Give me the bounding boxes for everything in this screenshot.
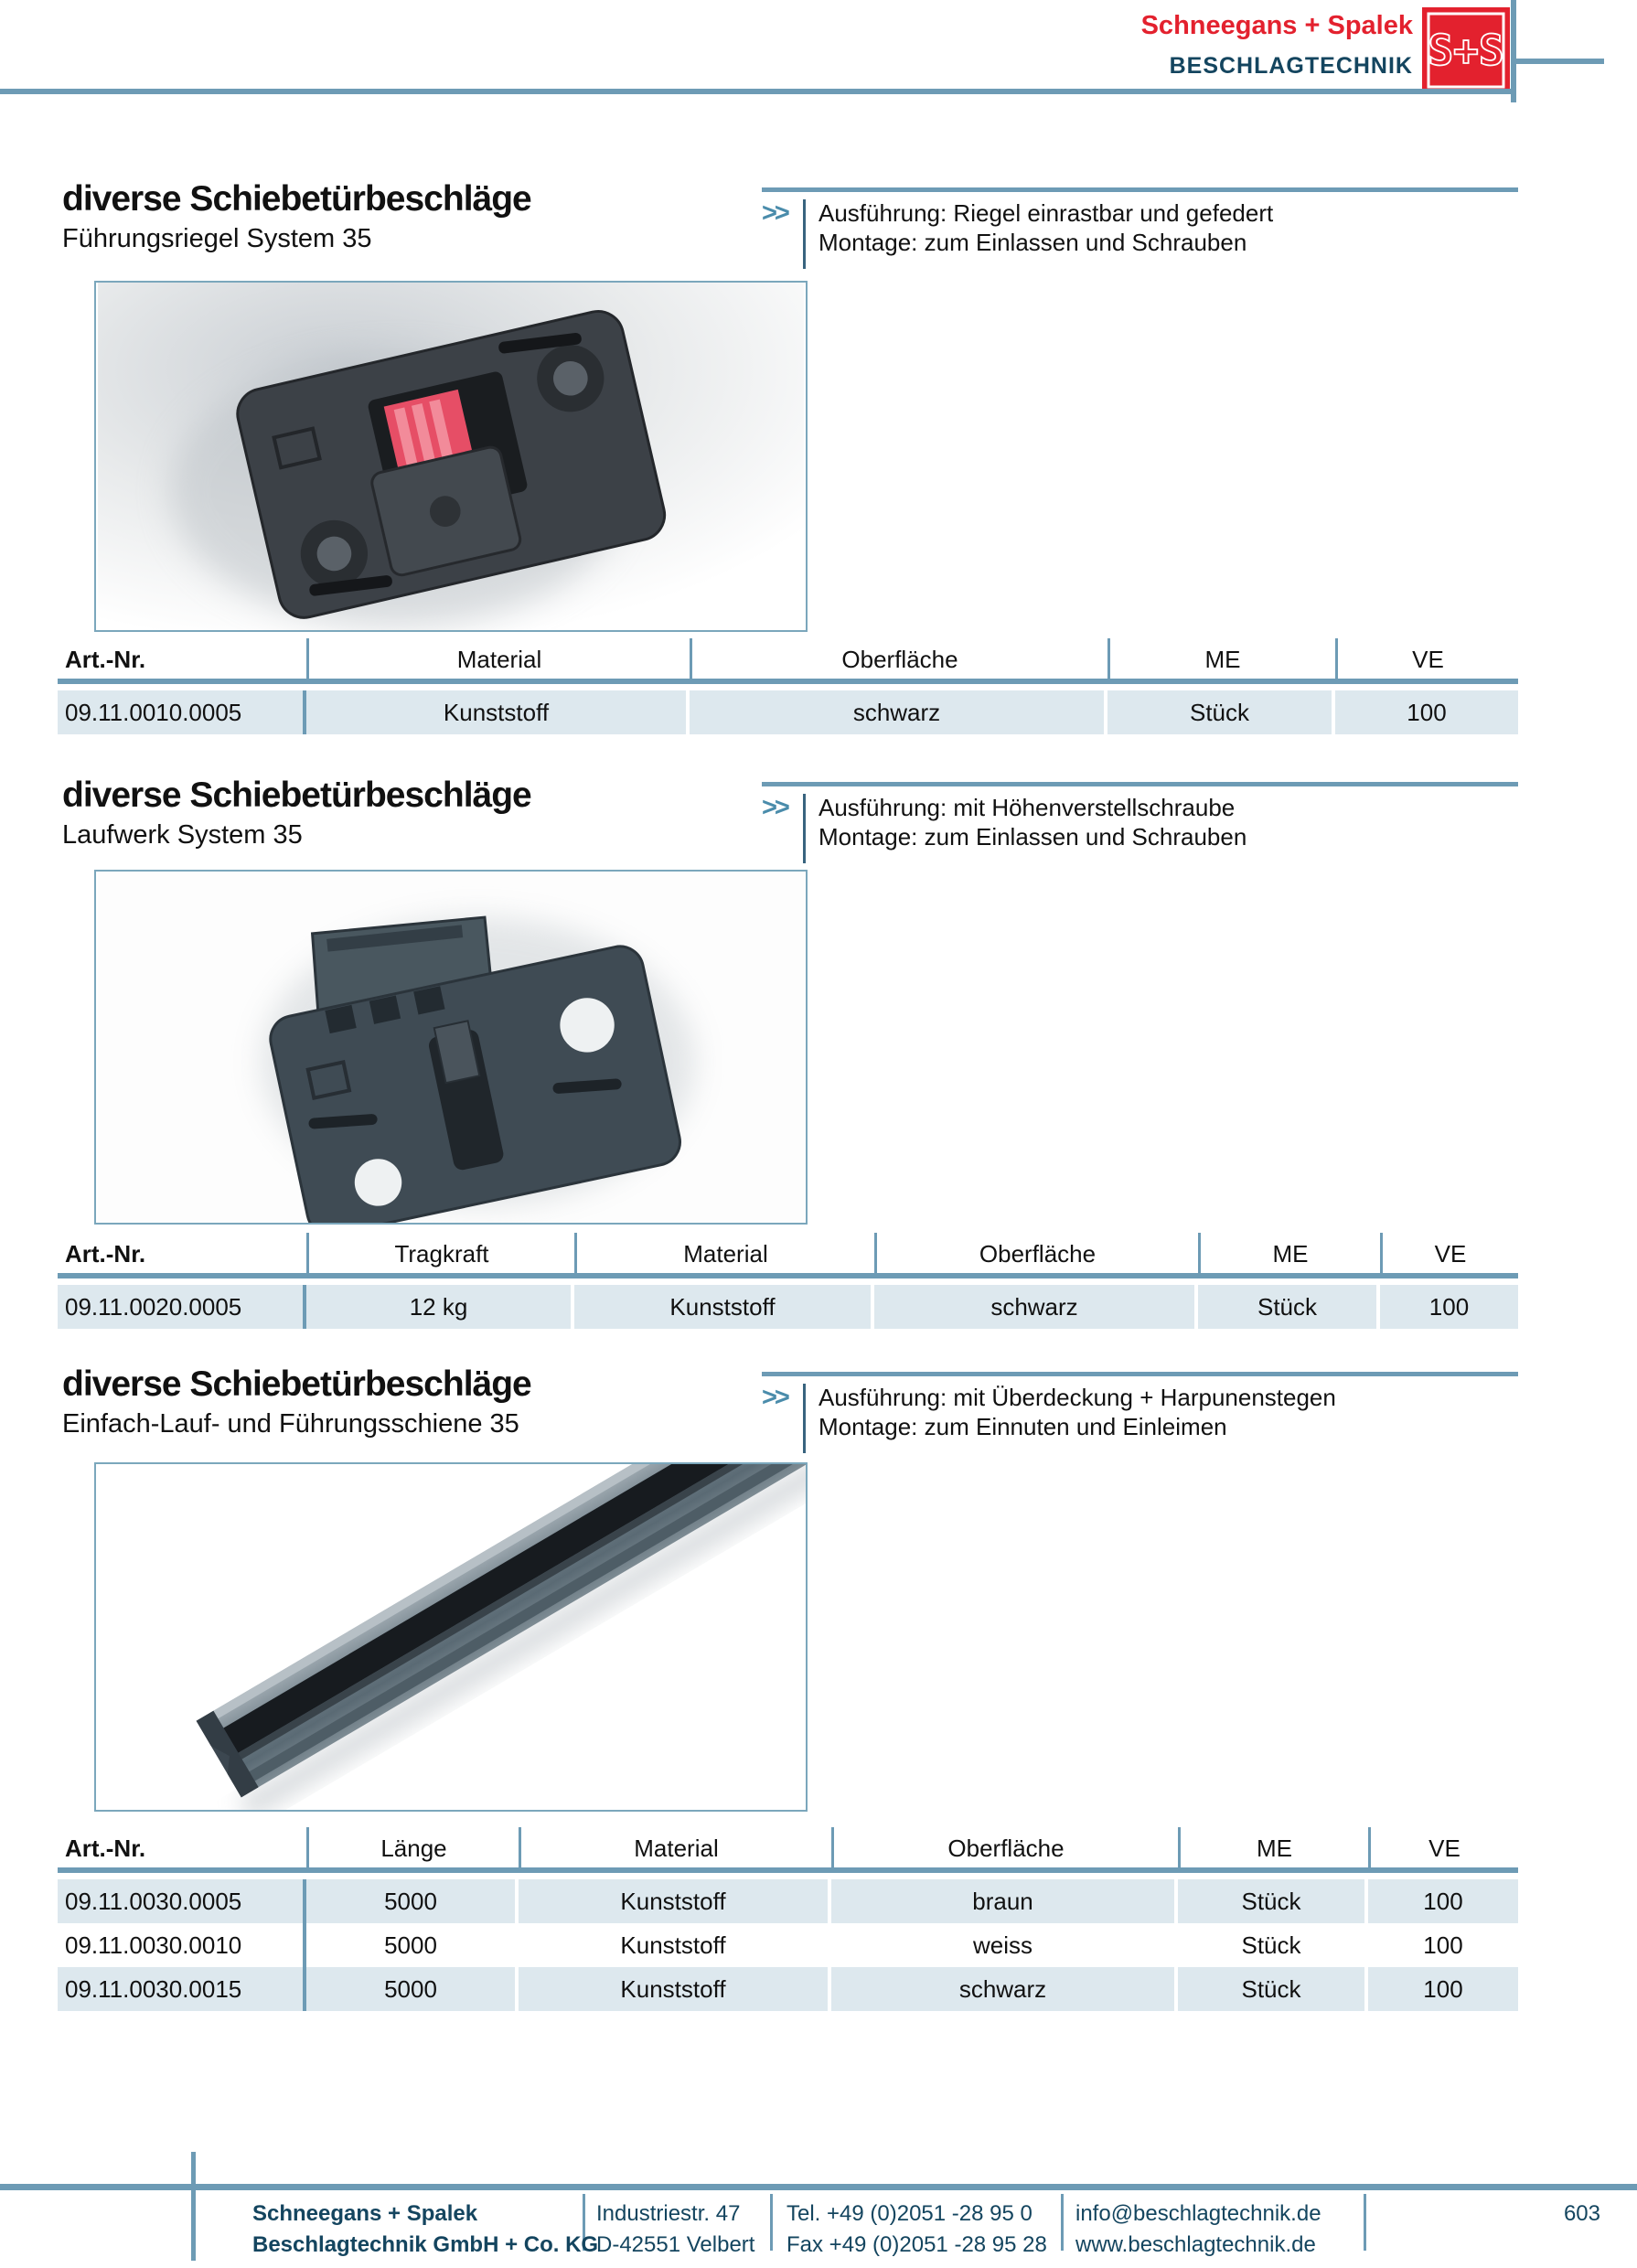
brand-name: Schneegans + Spalek <box>1140 11 1413 40</box>
cell-me: Stück <box>1178 1967 1368 2011</box>
brand-division: BESCHLAGTECHNIK <box>1169 53 1413 79</box>
cell-material: Kunststoff <box>519 1879 831 1923</box>
header-me: ME <box>1198 1233 1380 1273</box>
cell-me: Stück <box>1178 1923 1368 1967</box>
footer-divider <box>770 2194 773 2251</box>
chevron-right-icon: >> <box>762 198 787 228</box>
table-row <box>58 1923 1518 1967</box>
spec-montage: Montage: zum Einlassen und Schrauben <box>818 229 1247 256</box>
header-artnr: Art.-Nr. <box>65 1240 146 1268</box>
product-table-1 <box>58 638 1518 734</box>
product-photo-laufwerk <box>94 870 808 1225</box>
table-row <box>58 1879 1518 1923</box>
cell-artnr: 09.11.0030.0010 <box>58 1923 306 1967</box>
product-photo-fuehrungsriegel <box>94 281 808 632</box>
footer-company <box>252 2198 598 2261</box>
cell-ve: 100 <box>1380 1285 1518 1329</box>
section1-specs <box>762 187 1518 257</box>
footer-street: Industriestr. 47 <box>596 2201 741 2226</box>
header-artnr: Art.-Nr. <box>65 1835 146 1862</box>
product-table-2 <box>58 1233 1518 1329</box>
section1-subtitle: Führungsriegel System 35 <box>62 223 372 253</box>
spec-ausfuehrung: Ausführung: Riegel einrastbar und gefedert <box>818 199 1274 227</box>
table-header-row <box>58 1233 1518 1278</box>
cell-material: Kunststoff <box>306 690 690 734</box>
chevron-right-icon: >> <box>762 1383 787 1412</box>
section1-title-block <box>62 181 757 254</box>
cell-oberflaeche: schwarz <box>874 1285 1198 1329</box>
cell-ve: 100 <box>1368 1967 1518 2011</box>
header-oberflaeche: Oberfläche <box>831 1827 1178 1867</box>
cell-ve: 100 <box>1368 1879 1518 1923</box>
table-header-row <box>58 1827 1518 1873</box>
cell-laenge: 5000 <box>306 1879 519 1923</box>
header-material: Material <box>306 638 690 679</box>
product-table-3 <box>58 1827 1518 2011</box>
footer-city: D-42551 Velbert <box>596 2232 755 2257</box>
footer-address <box>596 2198 754 2261</box>
footer-rule <box>0 2184 1637 2190</box>
header-side-rule <box>1516 59 1604 64</box>
table-row <box>58 1285 1518 1329</box>
cell-artnr: 09.11.0010.0005 <box>58 690 306 734</box>
section1-title: diverse Schiebetürbeschläge <box>62 179 531 219</box>
section2-specs <box>762 782 1518 851</box>
cell-me: Stück <box>1178 1879 1368 1923</box>
cell-oberflaeche: weiss <box>831 1923 1178 1967</box>
header-oberflaeche: Oberfläche <box>874 1233 1198 1273</box>
svg-text:S+S: S+S <box>1428 26 1504 75</box>
footer-fax: Fax +49 (0)2051 -28 95 28 <box>786 2232 1047 2257</box>
cell-me: Stück <box>1198 1285 1380 1329</box>
table-header-row <box>58 638 1518 684</box>
header-ve: VE <box>1368 1827 1518 1867</box>
cell-laenge: 5000 <box>306 1967 519 2011</box>
spec-ausfuehrung: Ausführung: mit Höhenverstellschraube <box>818 794 1236 821</box>
section3-title-block <box>62 1366 757 1439</box>
header-material: Material <box>519 1827 831 1867</box>
header-laenge: Länge <box>306 1827 519 1867</box>
header-oberflaeche: Oberfläche <box>690 638 1107 679</box>
cell-ve: 100 <box>1335 690 1518 734</box>
section3-specs <box>762 1372 1518 1441</box>
footer-divider <box>1364 2194 1366 2251</box>
spec-divider <box>803 199 806 269</box>
header-logo-rule <box>1511 0 1516 102</box>
spec-divider <box>803 1384 806 1453</box>
cell-tragkraft: 12 kg <box>306 1285 574 1329</box>
footer-divider <box>1061 2194 1064 2251</box>
cell-oberflaeche: schwarz <box>831 1967 1178 2011</box>
header-ve: VE <box>1335 638 1518 679</box>
header-material: Material <box>574 1233 874 1273</box>
cell-material: Kunststoff <box>519 1967 831 2011</box>
cell-oberflaeche: schwarz <box>690 690 1107 734</box>
section2-subtitle: Laufwerk System 35 <box>62 819 303 850</box>
footer-company-name: Schneegans + Spalek <box>252 2201 478 2226</box>
section2-title: diverse Schiebetürbeschläge <box>62 776 531 815</box>
header-tragkraft: Tragkraft <box>306 1233 574 1273</box>
cell-ve: 100 <box>1368 1923 1518 1967</box>
footer-phone: Tel. +49 (0)2051 -28 95 0 <box>786 2201 1032 2226</box>
section2-title-block <box>62 777 757 850</box>
header-me: ME <box>1178 1827 1368 1867</box>
footer-phone-fax <box>786 2198 1047 2261</box>
footer-website-link[interactable]: www.beschlagtechnik.de <box>1075 2232 1316 2257</box>
cell-material: Kunststoff <box>574 1285 874 1329</box>
cell-material: Kunststoff <box>519 1923 831 1967</box>
header-rule <box>0 89 1511 94</box>
footer-web <box>1075 2198 1321 2261</box>
company-logo-icon <box>1422 7 1510 93</box>
footer-accent-rule <box>191 2152 196 2261</box>
spec-montage: Montage: zum Einlassen und Schrauben <box>818 823 1247 850</box>
spec-montage: Montage: zum Einnuten und Einleimen <box>818 1413 1227 1440</box>
header-me: ME <box>1107 638 1335 679</box>
section3-title: diverse Schiebetürbeschläge <box>62 1364 531 1404</box>
cell-artnr: 09.11.0020.0005 <box>58 1285 306 1329</box>
page-number: 603 <box>1563 2201 1600 2226</box>
cell-me: Stück <box>1107 690 1335 734</box>
table-row <box>58 690 1518 734</box>
header-artnr: Art.-Nr. <box>65 646 146 673</box>
cell-laenge: 5000 <box>306 1923 519 1967</box>
section3-subtitle: Einfach-Lauf- und Führungsschiene 35 <box>62 1408 519 1439</box>
spec-ausfuehrung: Ausführung: mit Überdeckung + Harpunenstegen <box>818 1384 1336 1411</box>
cell-artnr: 09.11.0030.0005 <box>58 1879 306 1923</box>
cell-artnr: 09.11.0030.0015 <box>58 1967 306 2011</box>
footer-company-legal: Beschlagtechnik GmbH + Co. KG <box>252 2232 599 2257</box>
cell-oberflaeche: braun <box>831 1879 1178 1923</box>
header-ve: VE <box>1380 1233 1518 1273</box>
chevron-right-icon: >> <box>762 793 787 822</box>
spec-divider <box>803 794 806 863</box>
product-photo-schiene <box>94 1462 808 1812</box>
table-row <box>58 1967 1518 2011</box>
footer-email-link[interactable]: info@beschlagtechnik.de <box>1075 2201 1321 2226</box>
